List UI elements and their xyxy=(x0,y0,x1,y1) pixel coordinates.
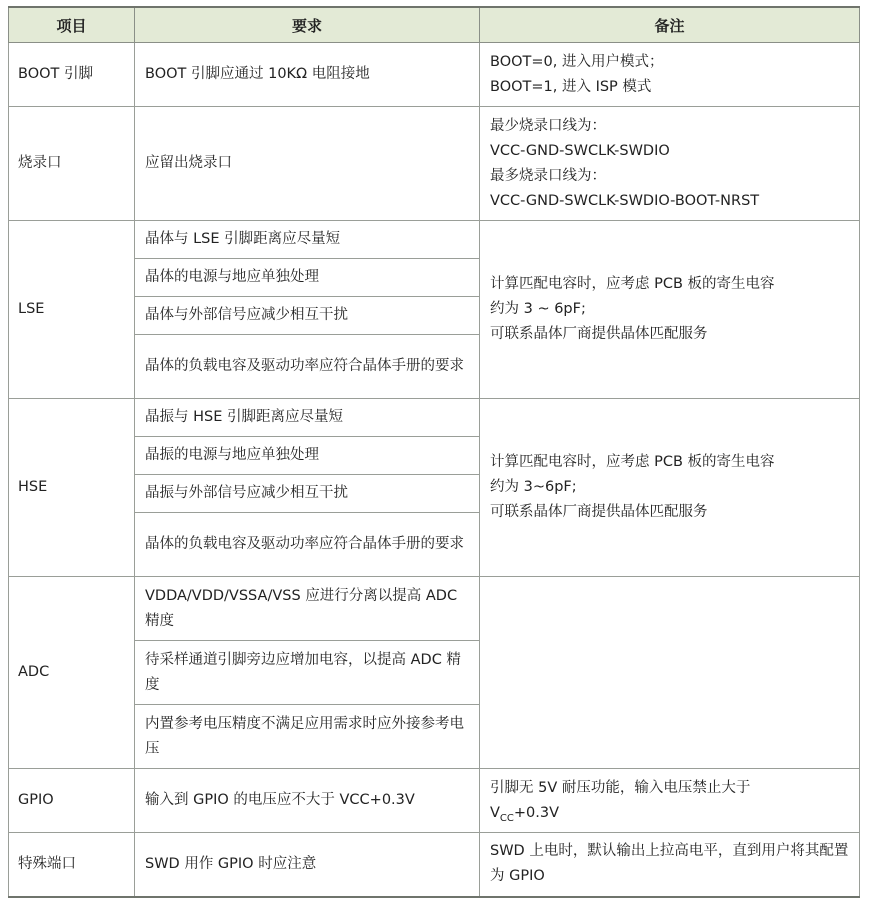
table-row xyxy=(9,43,860,107)
requirement-cell: 晶体的负载电容及驱动功率应符合晶体手册的要求 xyxy=(135,335,480,399)
note-cell xyxy=(480,399,860,577)
note-line: BOOT=0, 进入用户模式； xyxy=(490,53,664,70)
note-cell xyxy=(480,107,860,221)
table-row xyxy=(9,769,860,833)
note-cell xyxy=(480,221,860,399)
requirement-cell: 晶体的电源与地应单独处理 xyxy=(135,259,480,297)
voltage-symbol: V xyxy=(490,804,500,821)
voltage-subscript: CC xyxy=(499,812,514,824)
requirement-cell: 晶体与外部信号应减少相互干扰 xyxy=(135,297,480,335)
header-item: 项目 xyxy=(9,7,135,43)
table-row xyxy=(9,833,860,897)
requirement-cell: 晶体的负载电容及驱动功率应符合晶体手册的要求 xyxy=(135,513,480,577)
item-cell: 烧录口 xyxy=(9,107,135,221)
requirement-cell: 晶振与 HSE 引脚距离应尽量短 xyxy=(135,399,480,437)
note-line xyxy=(490,801,850,826)
table-row xyxy=(9,577,860,641)
voltage-tail: +0.3V xyxy=(513,804,560,821)
note-line: VCC-GND-SWCLK-SWDIO xyxy=(490,142,670,159)
requirement-cell: 输入到 GPIO 的电压应不大于 VCC+0.3V xyxy=(135,769,480,833)
note-line: 计算匹配电容时，应考虑 PCB 板的寄生电容 xyxy=(490,276,775,292)
note-line: 引脚无 5V 耐压功能，输入电压禁止大于 xyxy=(490,779,751,796)
requirement-cell: 晶体与 LSE 引脚距离应尽量短 xyxy=(135,221,480,259)
header-note: 备注 xyxy=(480,7,860,43)
note-cell xyxy=(480,43,860,107)
requirement-cell: BOOT 引脚应通过 10KΩ 电阻接地 xyxy=(135,43,480,107)
note-line: BOOT=1, 进入 ISP 模式 xyxy=(490,78,652,95)
item-cell: BOOT 引脚 xyxy=(9,43,135,107)
requirement-cell: 晶振的电源与地应单独处理 xyxy=(135,437,480,475)
requirement-cell: VDDA/VDD/VSSA/VSS 应进行分离以提高 ADC 精度 xyxy=(135,577,480,641)
note-cell: SWD 上电时，默认输出上拉高电平，直到用户将其配置为 GPIO xyxy=(480,833,860,897)
table-row xyxy=(9,221,860,259)
item-cell: HSE xyxy=(9,399,135,577)
item-cell: ADC xyxy=(9,577,135,769)
item-cell: GPIO xyxy=(9,769,135,833)
header-requirement: 要求 xyxy=(135,7,480,43)
requirement-cell: 内置参考电压精度不满足应用需求时应外接参考电压 xyxy=(135,705,480,769)
header-row xyxy=(9,7,860,43)
note-line: 计算匹配电容时，应考虑 PCB 板的寄生电容 xyxy=(490,454,775,470)
note-cell xyxy=(480,769,860,833)
note-line: 可联系晶体厂商提供晶体匹配服务 xyxy=(490,326,708,342)
requirement-cell: SWD 用作 GPIO 时应注意 xyxy=(135,833,480,897)
requirement-cell: 待采样通道引脚旁边应增加电容，以提高 ADC 精度 xyxy=(135,641,480,705)
note-line: 最多烧录口线为： xyxy=(490,167,606,184)
item-cell: LSE xyxy=(9,221,135,399)
note-line: 约为 3~6pF; xyxy=(490,479,577,495)
note-line: 约为 3 ~ 6pF; xyxy=(490,301,586,317)
note-line: 可联系晶体厂商提供晶体匹配服务 xyxy=(490,504,708,520)
requirements-table xyxy=(8,6,860,898)
requirement-cell: 晶振与外部信号应减少相互干扰 xyxy=(135,475,480,513)
note-line: 最少烧录口线为： xyxy=(490,117,606,134)
item-cell: 特殊端口 xyxy=(9,833,135,897)
note-cell-empty xyxy=(480,577,860,769)
table-row xyxy=(9,107,860,221)
note-line: VCC-GND-SWCLK-SWDIO-BOOT-NRST xyxy=(490,192,760,209)
requirement-cell: 应留出烧录口 xyxy=(135,107,480,221)
table-row xyxy=(9,399,860,437)
